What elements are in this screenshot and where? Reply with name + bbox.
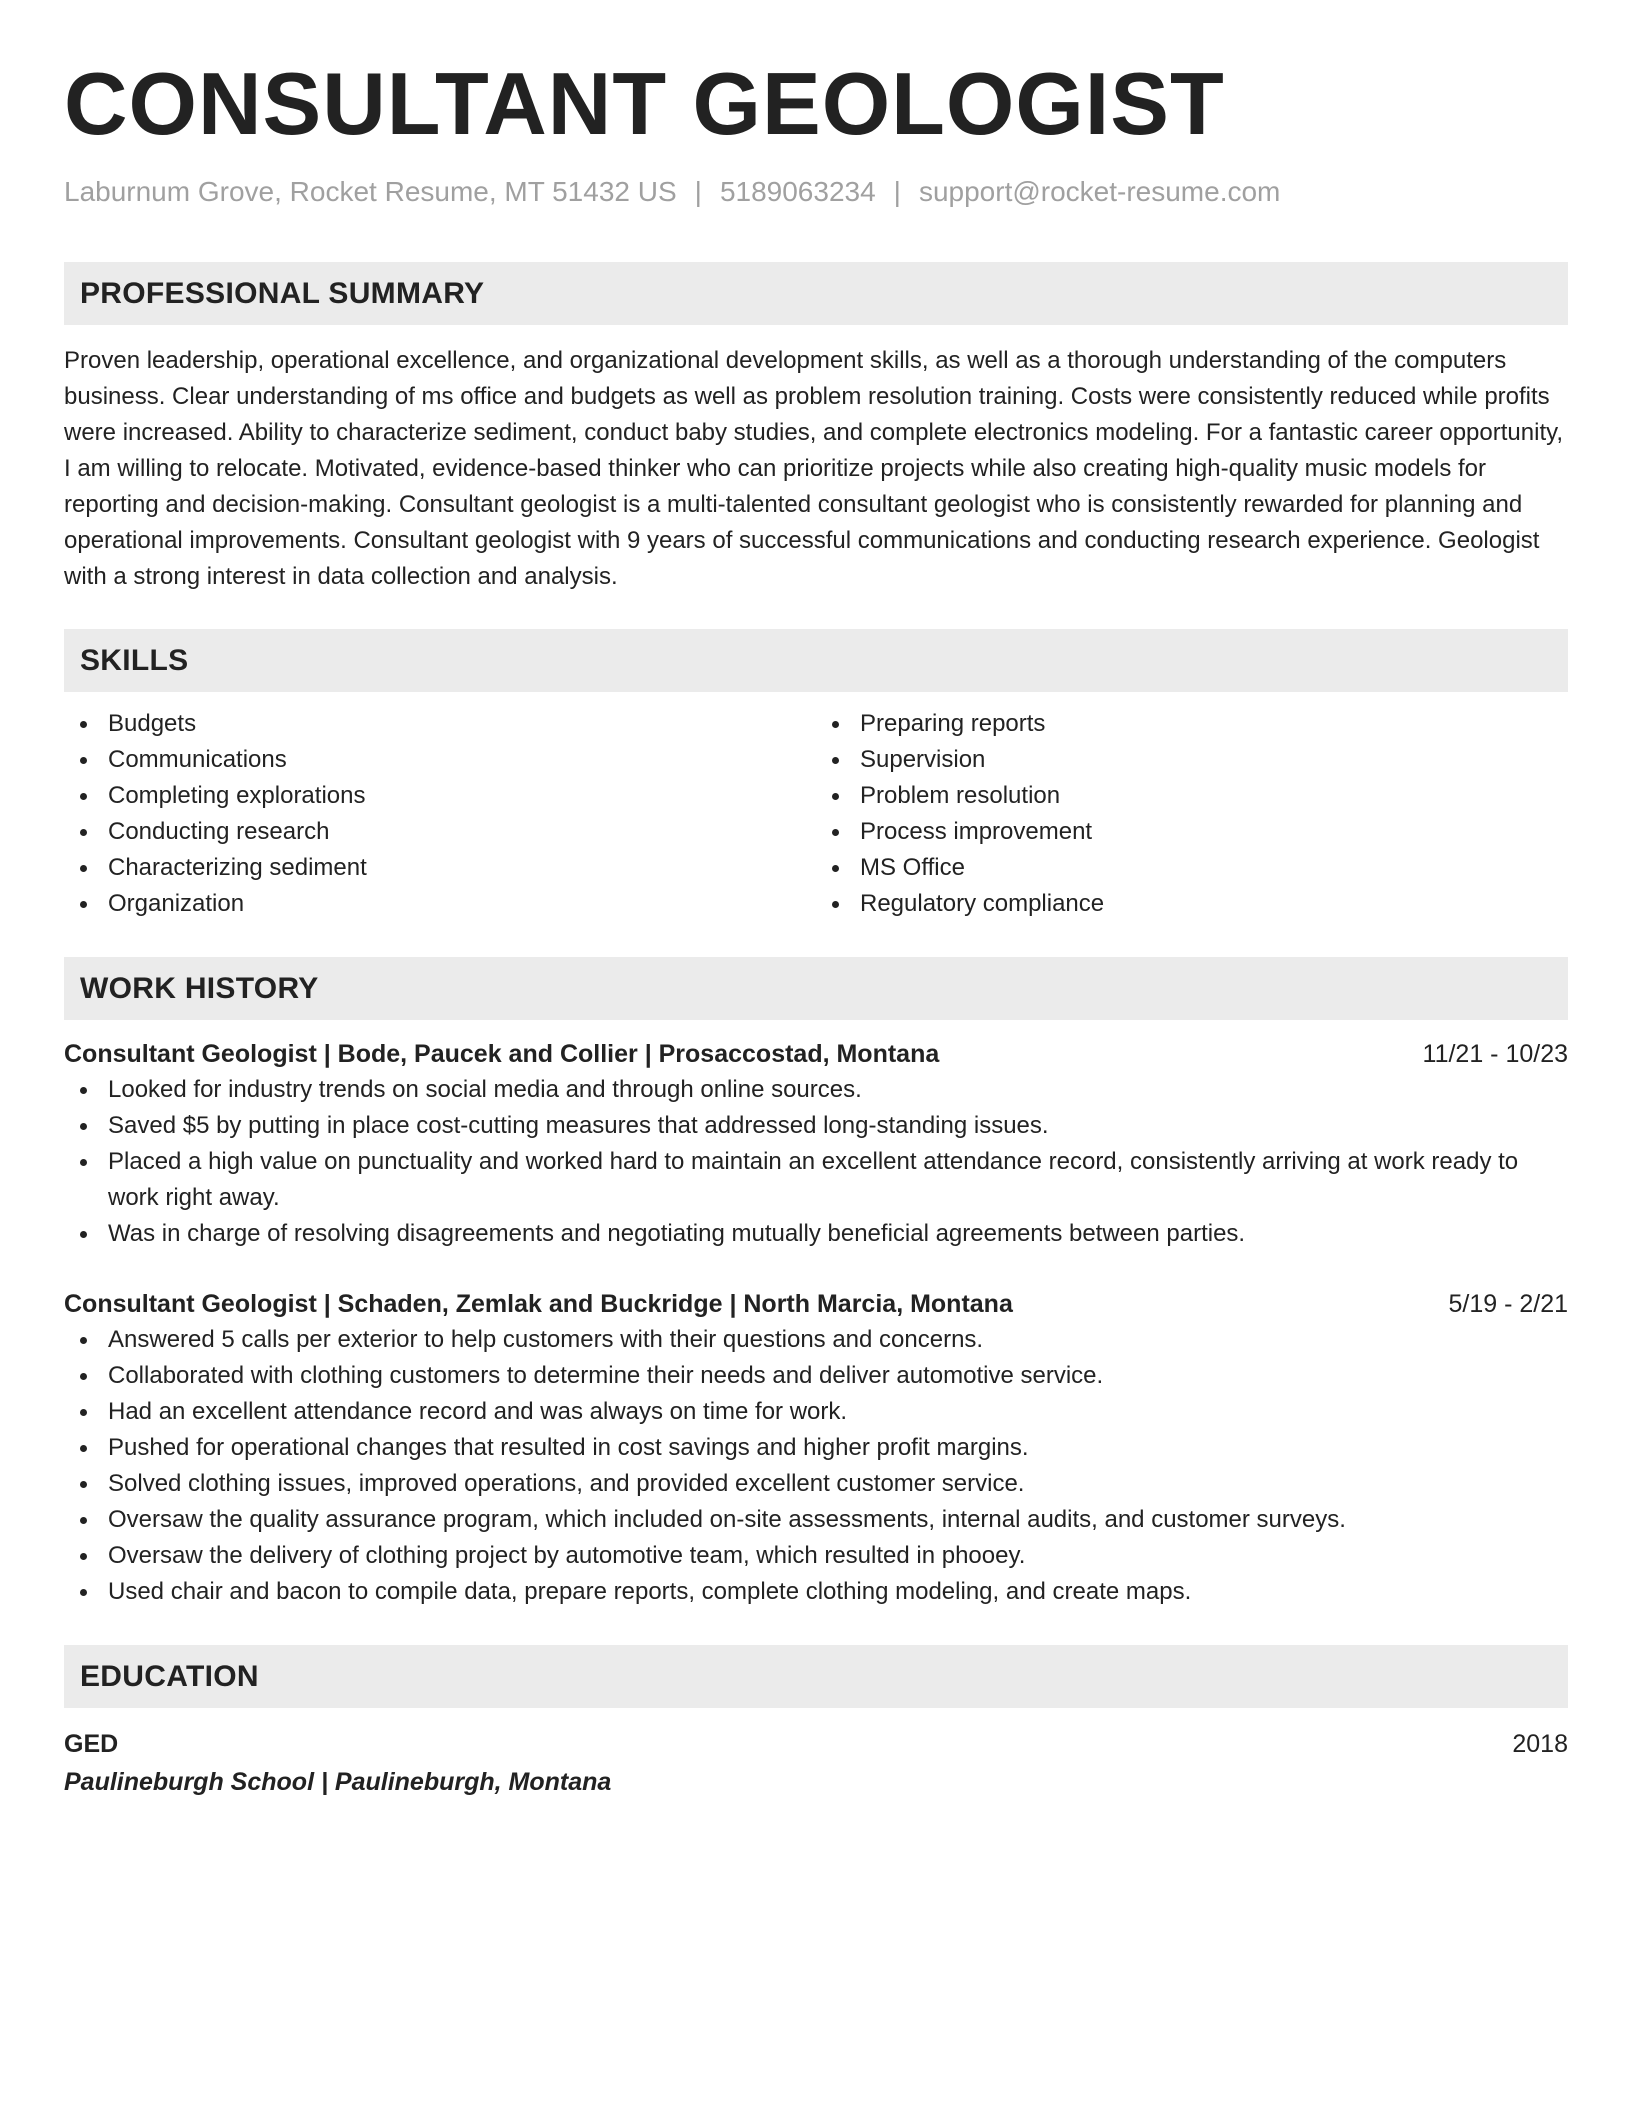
summary-text: Proven leadership, operational excellence, and organizational development skills, as well as a thorough understanding of the computers business. Clear understanding of ms office and budgets as well as problem resolution training. Costs were consistently reduced while profits were increased. Ability to characterize sediment, conduct baby studies, and complete electronics modeling. For a fantastic career opportunity, I am willing to relocate. Motivated, evidence-based thinker who can prioritize projects while also creating high-quality music models for reporting and decision-making. Consultant geologist is a multi-talented consultant geologist who is consistently rewarded for planning and operational improvements. Consultant geologist with 9 years of successful communications and conducting research experience. Geologist with a strong interest in data collection and analysis.	[64, 347, 1563, 590]
contact-phone: 5189063234	[719, 176, 876, 207]
job-bullet: Pushed for operational changes that resulted in cost savings and higher profit margins.	[64, 1430, 1568, 1466]
job-dates: 5/19 - 2/21	[1448, 1290, 1568, 1318]
skills-list	[64, 706, 1568, 922]
job-bullet: Oversaw the delivery of clothing project by automotive team, which resulted in phooey.	[64, 1538, 1568, 1574]
skill-item: Supervision	[816, 742, 1568, 778]
education-school: Paulineburgh School | Paulineburgh, Montana	[64, 1768, 612, 1796]
skill-item: Conducting research	[64, 814, 816, 850]
job-bullet: Placed a high value on punctuality and worked hard to maintain an excellent attendance record, consistently arriving at work ready to work right away.	[64, 1144, 1568, 1216]
job-bullet: Looked for industry trends on social media and through online sources.	[64, 1072, 1568, 1108]
contact-address: Laburnum Grove, Rocket Resume, MT 51432 US	[64, 176, 677, 207]
skill-item: Communications	[64, 742, 816, 778]
skill-item: Organization	[64, 886, 816, 922]
skill-item: Completing explorations	[64, 778, 816, 814]
summary-heading: PROFESSIONAL SUMMARY	[64, 262, 1568, 325]
skills-column-right	[816, 706, 1568, 922]
job-bullet: Oversaw the quality assurance program, which included on-site assessments, internal audits, and customer surveys.	[64, 1502, 1568, 1538]
job-bullets	[64, 1322, 1568, 1610]
job-bullet: Was in charge of resolving disagreements and negotiating mutually beneficial agreements between parties.	[64, 1216, 1568, 1252]
skill-item: Process improvement	[816, 814, 1568, 850]
education-heading: EDUCATION	[64, 1645, 1568, 1708]
skills-heading: SKILLS	[64, 629, 1568, 692]
job-bullet: Used chair and bacon to compile data, prepare reports, complete clothing modeling, and create maps.	[64, 1574, 1568, 1610]
job-dates: 11/21 - 10/23	[1422, 1040, 1568, 1068]
contact-email: support@rocket-resume.com	[918, 176, 1281, 207]
skill-item: Characterizing sediment	[64, 850, 816, 886]
job-bullet: Had an excellent attendance record and was always on time for work.	[64, 1394, 1568, 1430]
work-history-heading: WORK HISTORY	[64, 957, 1568, 1020]
education-degree: GED	[64, 1730, 119, 1758]
education-header	[64, 1726, 1568, 1762]
job-entry	[64, 1286, 1568, 1610]
contact-line	[64, 174, 1568, 210]
contact-separator: |	[694, 176, 702, 207]
skill-item: Regulatory compliance	[816, 886, 1568, 922]
job-title: Consultant Geologist | Bode, Paucek and Collier | Prosaccostad, Montana	[64, 1040, 940, 1068]
job-entry	[64, 1036, 1568, 1252]
job-bullet: Solved clothing issues, improved operations, and provided excellent customer service.	[64, 1466, 1568, 1502]
job-header	[64, 1286, 1568, 1322]
job-title: Consultant Geologist | Schaden, Zemlak and Buckridge | North Marcia, Montana	[64, 1290, 1013, 1318]
job-bullet: Answered 5 calls per exterior to help customers with their questions and concerns.	[64, 1322, 1568, 1358]
education-year: 2018	[1512, 1730, 1568, 1758]
skill-item: Preparing reports	[816, 706, 1568, 742]
job-bullet: Saved $5 by putting in place cost-cutting measures that addressed long-standing issues.	[64, 1108, 1568, 1144]
skills-column-left	[64, 706, 816, 922]
job-bullet: Collaborated with clothing customers to determine their needs and deliver automotive service.	[64, 1358, 1568, 1394]
job-header	[64, 1036, 1568, 1072]
skill-item: MS Office	[816, 850, 1568, 886]
contact-separator: |	[893, 176, 901, 207]
candidate-name: CONSULTANT GEOLOGIST	[64, 54, 1225, 153]
skill-item: Problem resolution	[816, 778, 1568, 814]
skill-item: Budgets	[64, 706, 816, 742]
job-bullets	[64, 1072, 1568, 1252]
